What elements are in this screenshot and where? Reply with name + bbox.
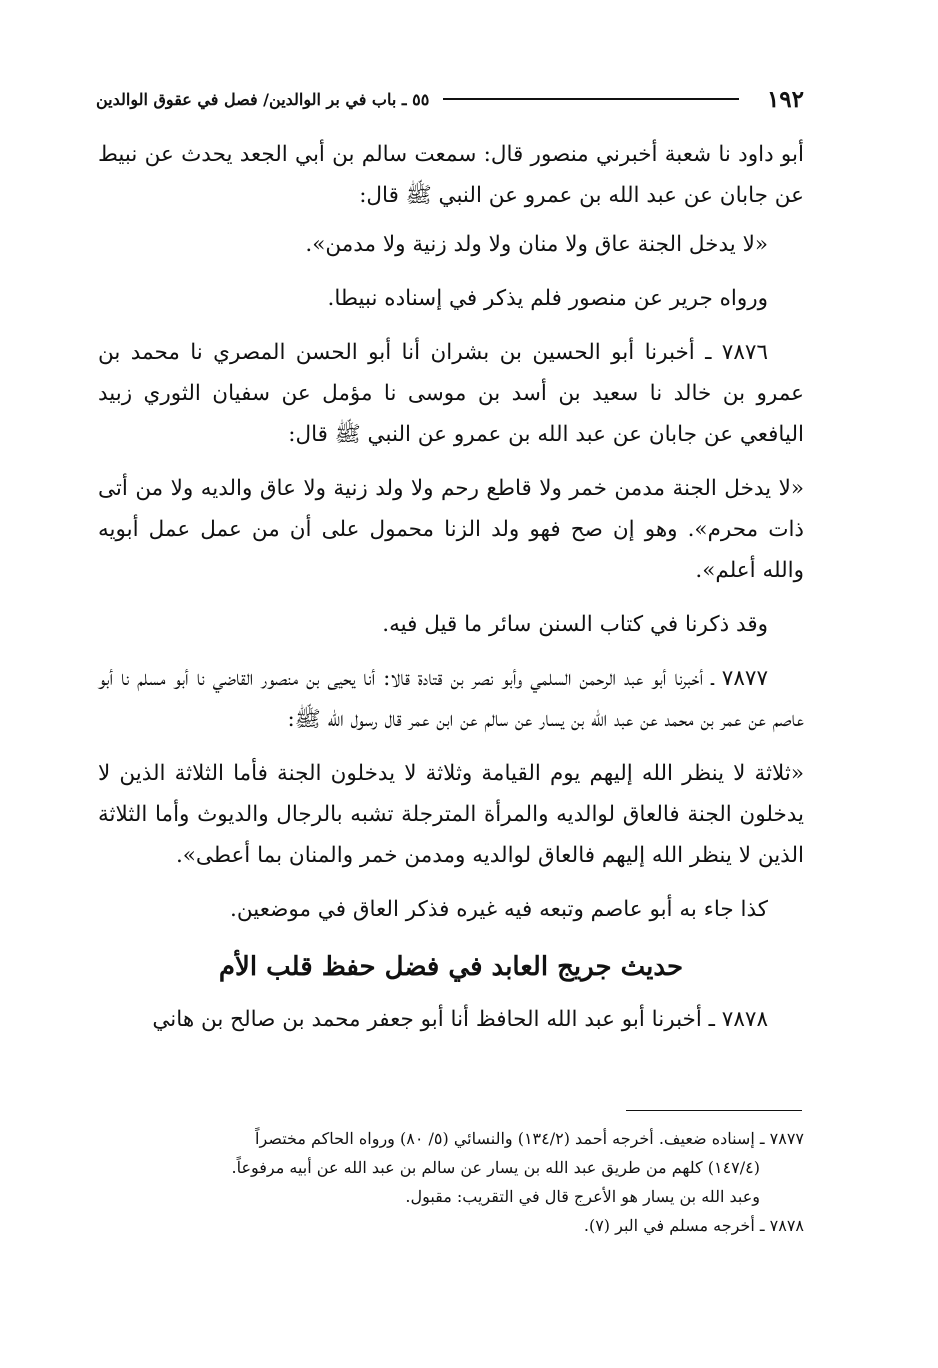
footnote-continuation: وعبد الله بن يسار هو الأعرج قال في التقريب: مقبول. <box>405 1187 760 1206</box>
page-number: ١٩٢ <box>766 85 804 113</box>
footnotes <box>100 1124 804 1240</box>
hadith-quote: «لا يدخل الجنة عاق ولا منان ولا ولد زنية ولا مدمن». <box>305 232 768 257</box>
header-rule <box>443 98 739 100</box>
chapter-title: ٥٥ ـ باب في بر الوالدين/ فصل في عقوق الوالدين <box>96 89 430 109</box>
footnote: ٧٨٧٨ ـ أخرجه مسلم في البر (٧). <box>583 1216 804 1235</box>
hadith-quote: «لا يدخل الجنة مدمن خمر ولا قاطع رحم ولا ولد زنية ولا عاق والديه ولا من أتى ذات محرم». وهو إن صح فهو ولد الزنا محمول على أن من عمل عمل أبويه والله أعلم». <box>98 476 804 583</box>
hadith-isnad: ٧٨٧٦ ـ أخبرنا أبو الحسين بن بشران أنا أبو الحسن المصري نا محمد بن عمرو بن خالد نا سعيد بن أسد بن موسى نا مؤمل عن سفيان الثوري زبيد اليافعي عن جابان عن عبد الله بن عمرو عن النبي ﷺ قال: <box>98 340 804 447</box>
footnote: ٧٨٧٧ ـ إسناده ضعيف. أخرجه أحمد (١٣٤/٢) والنسائي (٥/ ٨٠) ورواه الحاكم مختصراً <box>255 1129 804 1148</box>
hadith-quote: «ثلاثة لا ينظر الله إليهم يوم القيامة وثلاثة لا يدخلون الجنة فأما الثلاثة الذين لا يدخلون الجنة فالعاق لوالديه والمرأة المترجلة تشبه بالرجال والديوث وأما الثلاثة الذين لا ينظر الله إليهم فالعاق لوالديه ومدمن خمر والمنان بما أعطى». <box>98 761 804 868</box>
footnote-rule <box>626 1110 802 1111</box>
running-header <box>96 84 804 114</box>
hadith-isnad: ٧٨٧٧ ـ أخبرنا أبو عبد الرحمن السلمي وأبو نصر بن قتادة قالا: أنا يحيى بن منصور القاضي نا أبو مسلم نا أبو عاصم عن عمر بن محمد عن عبد الله بن يسار عن سالم عن ابن عمر قال رسول الله ﷺ: <box>98 666 804 732</box>
paragraph: أبو داود نا شعبة أخبرني منصور قال: سمعت سالم بن أبي الجعد يحدث عن نبيط عن جابان عن عبد الله بن عمرو عن النبي ﷺ قال: <box>98 142 804 208</box>
section-heading: حديث جريج العابد في فضل حفظ قلب الأم <box>218 952 684 982</box>
main-text <box>98 134 804 1053</box>
paragraph: كذا جاء به أبو عاصم وتبعه فيه غيره فذكر العاق في موضعين. <box>230 897 768 922</box>
paragraph: ورواه جرير عن منصور فلم يذكر في إسناده نبيطا. <box>327 286 768 311</box>
hadith-isnad: ٧٨٧٨ ـ أخبرنا أبو عبد الله الحافظ أنا أبو جعفر محمد بن صالح بن هاني <box>152 1007 768 1032</box>
footnote-continuation: (١٤٧/٤) كلهم من طريق عبد الله بن يسار عن سالم بن عبد الله عن أبيه مرفوعاً. <box>231 1158 760 1177</box>
paragraph: وقد ذكرنا في كتاب السنن سائر ما قيل فيه. <box>382 612 768 637</box>
